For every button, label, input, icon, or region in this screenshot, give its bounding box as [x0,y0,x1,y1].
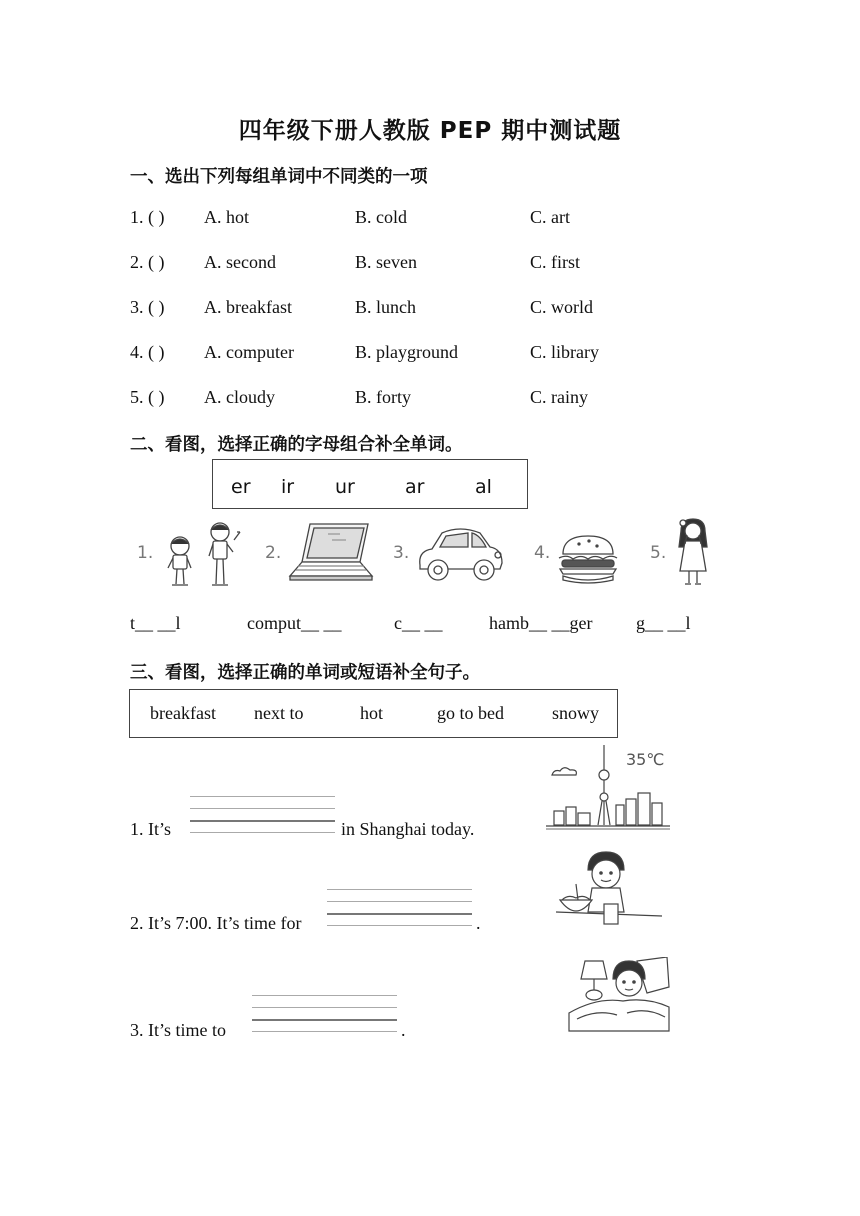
option-b: B. lunch [355,297,416,317]
sentence-3-after: . [401,1020,406,1040]
tall-short-kids-picture [160,518,246,590]
option-b: B. forty [355,387,411,407]
option-ur: ur [335,476,355,498]
option-ir: ir [281,476,295,498]
section-3-heading: 三、看图，选择正确的单词或短语补全句子。 [130,663,480,683]
pic-label-3: 3. [393,543,410,563]
temperature-label: 35℃ [626,750,665,769]
page-title: 四年级下册人教版 PEP 期中测试题 [238,118,622,144]
section-2-heading: 二、看图，选择正确的字母组合补全单词。 [130,435,463,455]
option-c: C. art [530,207,570,227]
option-c: C. rainy [530,387,588,407]
word-4: hamb__ __ger [489,613,593,633]
option-c: C. world [530,297,593,317]
option-snowy: snowy [552,703,600,723]
option-a: A. hot [204,207,249,227]
option-al: al [475,476,492,498]
section-1-heading: 一、选出下列每组单词中不同类的一项 [130,167,428,187]
option-er: er [231,476,251,498]
answer-paren[interactable]: ( ) [148,297,165,317]
answer-paren[interactable]: ( ) [148,342,165,362]
question-row: 4. ( ) [130,342,165,362]
sentence-1-after: in Shanghai today. [341,819,475,839]
question-row: 5. ( ) [130,387,165,407]
option-ar: ar [405,476,425,498]
option-c: C. library [530,342,599,362]
answer-blank-2[interactable] [327,889,472,929]
option-c: C. first [530,252,581,272]
answer-blank-1[interactable] [190,796,335,836]
option-next-to: next to [254,703,304,723]
option-breakfast: breakfast [150,703,216,723]
word-3: c__ __ [394,613,443,633]
word-1: t__ __l [130,613,181,633]
word-options-box [129,689,618,738]
boy-eating-breakfast-picture [556,850,664,934]
girl-picture [673,517,713,587]
sentence-2-before: 2. It’s 7:00. It’s time for [130,913,302,933]
option-b: B. seven [355,252,417,272]
option-a: A. breakfast [204,297,292,317]
sentence-3-before: 3. It’s time to [130,1020,226,1040]
car-picture [414,525,506,585]
answer-paren[interactable]: ( ) [148,387,165,407]
pic-label-2: 2. [265,543,282,563]
option-a: A. cloudy [204,387,275,407]
boy-in-bed-picture [567,957,671,1035]
pic-label-1: 1. [137,543,154,563]
word-5: g__ __l [636,613,691,633]
option-b: B. cold [355,207,407,227]
option-hot: hot [360,703,384,723]
pic-label-4: 4. [534,543,551,563]
sentence-2-after: . [476,913,481,933]
letter-options-box [212,459,528,509]
word-2: comput__ __ [247,613,342,633]
laptop-picture [288,520,374,584]
question-row: 3. ( ) [130,297,165,317]
option-b: B. playground [355,342,458,362]
pic-label-5: 5. [650,543,667,563]
option-a: A. second [204,252,276,272]
question-row: 2. ( ) [130,252,165,272]
option-go-to-bed: go to bed [437,703,504,723]
sentence-1-before: 1. It’s [130,819,172,839]
answer-paren[interactable]: ( ) [148,207,165,227]
answer-blank-3[interactable] [252,995,397,1035]
question-row: 1. ( ) [130,207,165,227]
hamburger-picture [557,532,619,586]
answer-paren[interactable]: ( ) [148,252,165,272]
option-a: A. computer [204,342,294,362]
